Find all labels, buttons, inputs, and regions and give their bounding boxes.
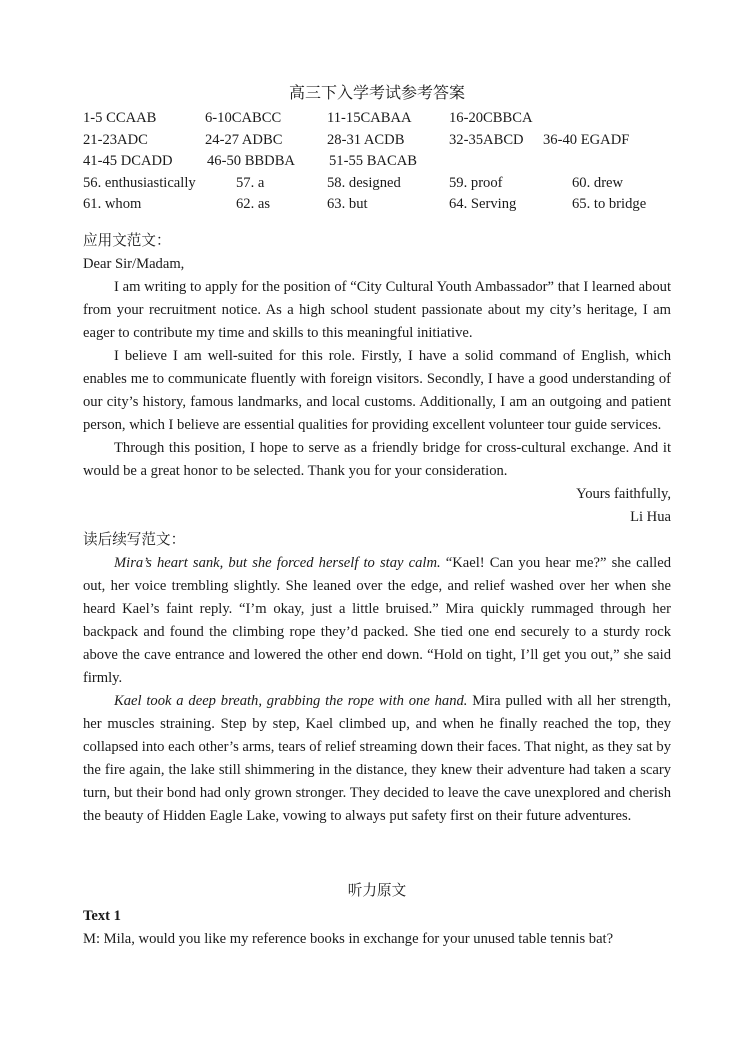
answer-item: 56. enthusiastically (83, 174, 196, 191)
spacer (83, 828, 671, 878)
answer-item: 51-55 BACAB (329, 153, 417, 169)
answer-item: 1-5 CCAAB (83, 110, 157, 126)
paragraph-body: “Kael! Can you hear me?” she called out, her voice trembling slightly. She leaned over the edge, and relief washed over her when she heard Kael’s faint reply. “I’m okay, just a little bruised.” Mira quickly rummaged through her backpack and found the climbing rope they’d packed. She tied one end securely to a sturdy rock above the cave entrance and lowered the other end down. “Hold on tight, I’ll get you out,” she said firmly. (83, 554, 672, 686)
answer-item: 64. Serving (449, 196, 517, 212)
answer-item: 62. as (236, 196, 271, 212)
section-title: 听力原文 (347, 882, 407, 899)
letter-paragraph: I am writing to apply for the position of “City Cultural Youth Ambassador” that I learned about from your recruitment notice. As a high school student passionate about my city’s heritage, I am eager to contribute my time and skills to this meaningful initiative. (83, 278, 671, 341)
answer-item: 46-50 BBDBA (207, 153, 295, 169)
answer-item: 59. proof (449, 174, 503, 191)
answer-row (83, 151, 671, 173)
answer-item: 58. designed (327, 174, 401, 191)
letter-paragraph: I believe I am well-suited for this role. Firstly, I have a solid command of English, which enables me to communicate fluently with foreign visitors. Secondly, I have a good understanding of our city’s history, famous landmarks, and local customs. Additionally, I am an outgoing and patient person, which I believe are essential qualities for providing excellent volunteer tour guide services. (83, 347, 671, 433)
letter-salutation: Dear Sir/Madam, (83, 255, 185, 272)
text-label: Text 1 (83, 907, 121, 924)
answer-key (83, 108, 671, 216)
answer-row (83, 173, 671, 195)
letter-paragraph: Through this position, I hope to serve as a friendly bridge for cross-cultural exchange. And it would be a great honor to be selected. Thank you for your consideration. (83, 439, 671, 479)
story-paragraph (83, 690, 671, 828)
answer-item: 21-23ADC (83, 131, 148, 148)
transcript-line: M: Mila, would you like my reference books in exchange for your unused table tennis bat? (83, 930, 614, 947)
answer-item: 60. drew (572, 174, 624, 191)
answer-item: 36-40 EGADF (543, 131, 630, 148)
answer-item: 41-45 DCADD (83, 153, 173, 169)
letter-signature: Li Hua (630, 508, 671, 525)
section-label: 读后续写范文： (83, 531, 186, 548)
listening-transcript (83, 878, 671, 951)
answer-item: 63. but (327, 196, 368, 212)
spacer (83, 216, 671, 230)
letter-closing: Yours faithfully, (576, 485, 671, 502)
section-label: 应用文范文： (83, 232, 171, 249)
page-title: 高三下入学考试参考答案 (288, 85, 465, 102)
answer-item: 16-20CBBCA (449, 110, 533, 126)
paragraph-body: Mira pulled with all her strength, her muscles straining. Step by step, Kael climbed up, and when he finally reached the top, they collapsed into each other’s arms, tears of relief streaming down their faces. That night, as they sat by the fire again, the lake still shimmering in the distance, they knew their adventure had taken a scary turn, but their bond had only grown stronger. They decided to leave the cave unexplored and cherish the beauty of Hidden Eagle Lake, vowing to always put safety first on their future adventures. (83, 692, 671, 824)
answer-row (83, 108, 671, 130)
answer-row (83, 194, 671, 216)
answer-item: 57. a (236, 174, 265, 191)
answer-item: 28-31 ACDB (327, 131, 405, 148)
answer-item: 32-35ABCD (449, 131, 524, 148)
paragraph-lead: Mira’s heart sank, but she forced herself to stay calm. (114, 554, 441, 571)
story-paragraph (83, 552, 671, 690)
answer-item: 24-27 ADBC (205, 131, 283, 148)
answer-item: 65. to bridge (572, 196, 647, 212)
sample-letter (83, 230, 671, 529)
paragraph-lead: Kael took a deep breath, grabbing the rope with one hand. (114, 692, 468, 709)
answer-item: 6-10CABCC (205, 110, 282, 126)
continuation-writing (83, 529, 671, 828)
answer-item: 11-15CABAA (327, 110, 412, 126)
answer-row (83, 130, 671, 152)
answer-item: 61. whom (83, 196, 142, 212)
document-page (83, 80, 671, 951)
